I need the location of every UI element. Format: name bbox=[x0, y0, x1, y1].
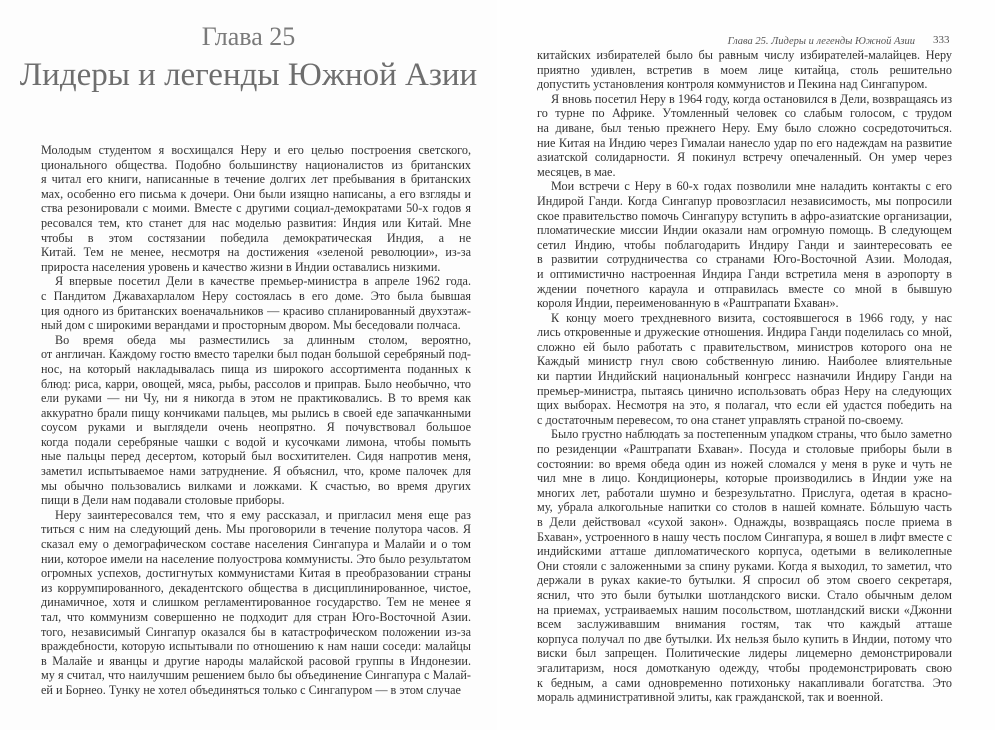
text-line: прироста населения уровень и качество жизни в Индии оставались низкими. bbox=[41, 259, 441, 274]
text-line: Каждый министр гнул свою собственную линию. Наиболее влиятельные bbox=[537, 354, 952, 369]
paragraph bbox=[537, 92, 952, 180]
text-line: азиатской солидарности. Я покинул встречу опечаленный. Он умер через bbox=[537, 150, 952, 165]
paragraph bbox=[537, 427, 952, 704]
text-line: К концу моего трехдневного визита, состоявшегося в 1966 году, у нас bbox=[551, 310, 952, 325]
chapter-title: Лидеры и легенды Южной Азии bbox=[19, 57, 478, 93]
text-line: по резиденции «Раштрапати Бхаван». Посуда и столовые приборы были в bbox=[537, 442, 952, 457]
text-line: месяцев, в мае. bbox=[537, 164, 616, 179]
text-line: огромных успехов, достигнутых коммунистами Китая в преобразовании страны bbox=[41, 566, 471, 581]
running-header: Глава 25. Лидеры и легенды Южной Азии bbox=[727, 36, 915, 47]
text-line: блюд: риса, карри, овощей, мяса, рыбы, рассолов и приправ. Было необычно, что bbox=[41, 376, 471, 391]
text-line: премьер-министра, пытаясь цинично использовать образ Неру на следующих bbox=[537, 383, 952, 398]
text-line: с достаточным перевесом, то она станет управлять страной по-своему. bbox=[537, 412, 904, 427]
text-line: ства резонировали с моими. Вместе с другими социал-демократами 50-х годов я bbox=[41, 201, 471, 216]
text-line: держали в руках какие-то бутылки. Я спросил об этом своего секретаря, bbox=[537, 573, 952, 588]
text-line: динамичное, хотя и слишком регламентированное государство. Тем не менее я bbox=[41, 595, 471, 610]
text-line: заметил испытываемое нами затруднение. Я объяснил, что, кроме палочек для bbox=[41, 464, 471, 479]
text-line: Китай. Тем не менее, несмотря на достижения «зеленой революции», из-за bbox=[41, 245, 471, 260]
text-line: мораль административной элиты, как гражданской, так и военной. bbox=[537, 690, 884, 705]
text-line: го турне по Африке. Утомленный человек со слабым голосом, с трудом bbox=[537, 106, 952, 121]
text-line: соусом руками и выглядели очень неопрятно. Я почувствовал большое bbox=[41, 420, 471, 435]
text-line: нии, которое имели на население полуострова коммунисты. Это было результатом bbox=[41, 551, 471, 566]
text-line: приятно удивлен, встретив в моем лице китайца, столь решительно bbox=[537, 62, 952, 77]
text-line: чил мне в лицо. Кондиционеры, которые производились в Индии уже на bbox=[537, 471, 952, 486]
text-line: Неру заинтересовался тем, что я ему рассказал, и пригласил меня еще раз bbox=[55, 507, 471, 522]
text-line: ционального общества. Подобно большинству националистов из британских bbox=[41, 157, 471, 172]
text-line: тал, что коммунизм совершенно не подходит для стран Юго-Восточной Азии. bbox=[41, 610, 471, 624]
text-line: Бхаван», устроенного в нашу честь послом Сингапура, я вошел в лифт вместе с bbox=[537, 529, 952, 544]
text-line: мах, особенно его письма к дочери. Они были изящно написаны, а его взгляды и bbox=[41, 186, 471, 201]
text-line: многих лет, работали шумно и безрезультатно. Прислуга, одетая в красно- bbox=[537, 485, 952, 500]
text-line: виски был запрещен. Политические лидеры лицемерно демонстрировали bbox=[537, 646, 952, 661]
paragraph bbox=[41, 333, 471, 508]
text-line: Мои встречи с Неру в 60-х годах позволили мне наладить контакты с его bbox=[551, 179, 952, 194]
text-line: ция одного из британских военачальников — красиво спланированный двухэтаж- bbox=[41, 303, 471, 318]
text-line: от англичан. Каждому гостю вместо тарелки был подан большой серебряный под- bbox=[41, 347, 471, 362]
text-line: короля Индии, переименованную в «Раштрапати Бхаван». bbox=[537, 296, 839, 311]
paragraph bbox=[537, 48, 952, 92]
text-line: враждебности, которую испытывали по отношению к нам наши соседи: малайцы bbox=[41, 639, 471, 654]
paragraph bbox=[41, 274, 471, 332]
text-line: ей и Борнео. Тунку не хотел объединяться только с Сингапуром — в этом случае bbox=[41, 682, 461, 697]
text-line: когда подали серебряные чашки с водой и кусочками лимона, чтобы помыть bbox=[41, 434, 471, 449]
text-line: Молодым студентом я восхищался Неру и его целью построения светского, bbox=[41, 143, 471, 157]
paragraph bbox=[537, 179, 952, 310]
text-line: в развитии сотрудничества со странами Юго-Восточной Азии. Молодая, bbox=[537, 252, 952, 267]
text-line: Было грустно наблюдать за постепенным упадком страны, что было заметно bbox=[551, 427, 952, 442]
text-line: в Малайе и яванцы и другие народы малайской расовой группы в Индонезии. bbox=[41, 653, 471, 668]
text-line: ресовался тем, кто станет для нас моделью развития: Индия или Китай. Мне bbox=[41, 215, 471, 230]
right-page bbox=[497, 0, 995, 730]
text-line: ки партии Индийский национальный конгресс назначили Индиру Ганди на bbox=[537, 369, 952, 384]
text-line: в Дели действовал «сухой закон». Однажды, возвращаясь после приема в bbox=[537, 515, 952, 529]
text-line: Я впервые посетил Дели в качестве премьер-министра в апреле 1962 года. bbox=[55, 274, 471, 289]
text-line: му я считал, что наилучшим решением было бы объединение Сингапура с Малай- bbox=[41, 668, 471, 683]
text-line: нос, на который накладывалась пища из широкого ассортимента поданных к bbox=[41, 361, 471, 376]
text-line: сложно ей было работать с правительством, министров которого она не bbox=[537, 339, 952, 354]
text-line: того, независимый Сингапур оказался бы в катастрофическом положении из-за bbox=[41, 624, 471, 639]
page-number: 333 bbox=[933, 34, 950, 46]
text-line: чтобы в этом состязании победила демократическая Индия, а не bbox=[41, 230, 471, 245]
text-line: из коррумпированного, декадентского общества в дисциплинированное, чистое, bbox=[41, 580, 471, 595]
text-line: пломатические миссии Индии оказали нам огромную помощь. В следующем bbox=[537, 223, 952, 238]
text-line: Во время обеда мы разместились за длинным столом, вероятно, bbox=[55, 332, 471, 347]
right-page-body bbox=[537, 48, 952, 705]
text-line: пищи в Дели нам подавали столовые приборы. bbox=[41, 493, 285, 508]
text-line: состоянии: во время обеда один из ножей сломался у меня в руке и чуть не bbox=[537, 456, 952, 471]
text-line: сказал ему о демографическом составе населения Сингапура и Малайи и о том bbox=[41, 537, 471, 552]
text-line: допустить установления контроля коммунистов и Пекина над Сингапуром. bbox=[537, 77, 928, 92]
text-line: всем заслуживавшим внимания гостям, так что каждый атташе bbox=[537, 617, 952, 632]
text-line: с Пандитом Джавахарлалом Неру состоялась в его доме. Это была бывшая bbox=[41, 288, 471, 303]
text-line: ние Китая на Индию через Гималаи нанесло удар по его надеждам на развитие bbox=[537, 135, 952, 150]
text-line: эгалитаризм, нося домотканую одежду, чтобы продемонстрировать свою bbox=[537, 660, 952, 675]
text-line: я читал его книги, написанные в течение долгих лет пребывания в британских bbox=[41, 172, 471, 187]
left-page-body bbox=[41, 143, 471, 698]
text-line: индийскими атташе дипломатического корпуса, одетыми в великолепные bbox=[537, 544, 952, 559]
text-line: китайских избирателей было бы равным числу избирателей-малайцев. Неру bbox=[537, 48, 952, 62]
text-line: ждении почетного караула и отправилась вместе со мной в бывшую bbox=[537, 281, 952, 296]
paragraph bbox=[537, 311, 952, 428]
text-line: на приемах, устраиваемых нашим посольством, шотландский виски «Джонни bbox=[537, 602, 952, 617]
text-line: Я вновь посетил Неру в 1964 году, когда остановился в Дели, возвращаясь из bbox=[551, 91, 952, 106]
text-line: щих выборах. Несмотря на это, я полагал, что если ей удастся победить на bbox=[537, 398, 952, 413]
text-line: к бедным, а сами одновременно потихоньку накапливали богатства. Это bbox=[537, 675, 952, 690]
text-line: корпуса получал по две бутылки. Их нельзя было купить в Индии, потому что bbox=[537, 631, 952, 646]
text-line: ели руками — ни Чу, ни я никогда в этом не практиковались. В то время как bbox=[41, 391, 471, 406]
text-line: му, убрала алкогольные напитки со столов в нашей комнате. Бóльшую часть bbox=[537, 500, 952, 515]
text-line: лись откровенные и дружеские отношения. Индира Ганди поделилась со мной, bbox=[537, 325, 952, 340]
text-line: и оптимистично настроенная Индира Ганди встретила меня в аэропорту в bbox=[537, 266, 952, 281]
text-line: Индирой Ганди. Когда Сингапур провозгласил независимость, мы попросили bbox=[537, 193, 952, 208]
text-line: сетил Индию, чтобы поблагодарить Индиру Ганди и заинтересовать ее bbox=[537, 237, 952, 252]
left-page bbox=[0, 0, 497, 730]
chapter-label: Глава 25 bbox=[201, 22, 296, 51]
text-line: ный дом с широкими верандами и просторным двором. Мы беседовали полчаса. bbox=[41, 318, 461, 333]
paragraph bbox=[41, 508, 471, 698]
text-line: титься с ним на следующий день. Мы проговорили в течение полутора часов. Я bbox=[41, 522, 471, 537]
text-line: аккуратно брали пищу кончиками пальцев, мы рылись в своей еде запачканными bbox=[41, 405, 471, 420]
text-line: Они стояли с заложенными за спину руками. Когда я выходил, то заметил, что bbox=[537, 558, 952, 573]
text-line: мы обычно пользовались вилками и ложками. К счастью, во время других bbox=[41, 478, 471, 493]
text-line: ское правительство помочь Сингапуру вступить в афро-азиатские организации, bbox=[537, 208, 952, 223]
text-line: ные пальцы перед десертом, который был восхитителен. Сидя напротив меня, bbox=[41, 449, 471, 464]
text-line: на диване, был тенью прежнего Неру. Ему было сложно сосредоточиться. bbox=[537, 120, 952, 135]
paragraph bbox=[41, 143, 471, 274]
text-line: яснил, что это были бутылки шотландского виски. Стало обычным делом bbox=[537, 587, 952, 602]
